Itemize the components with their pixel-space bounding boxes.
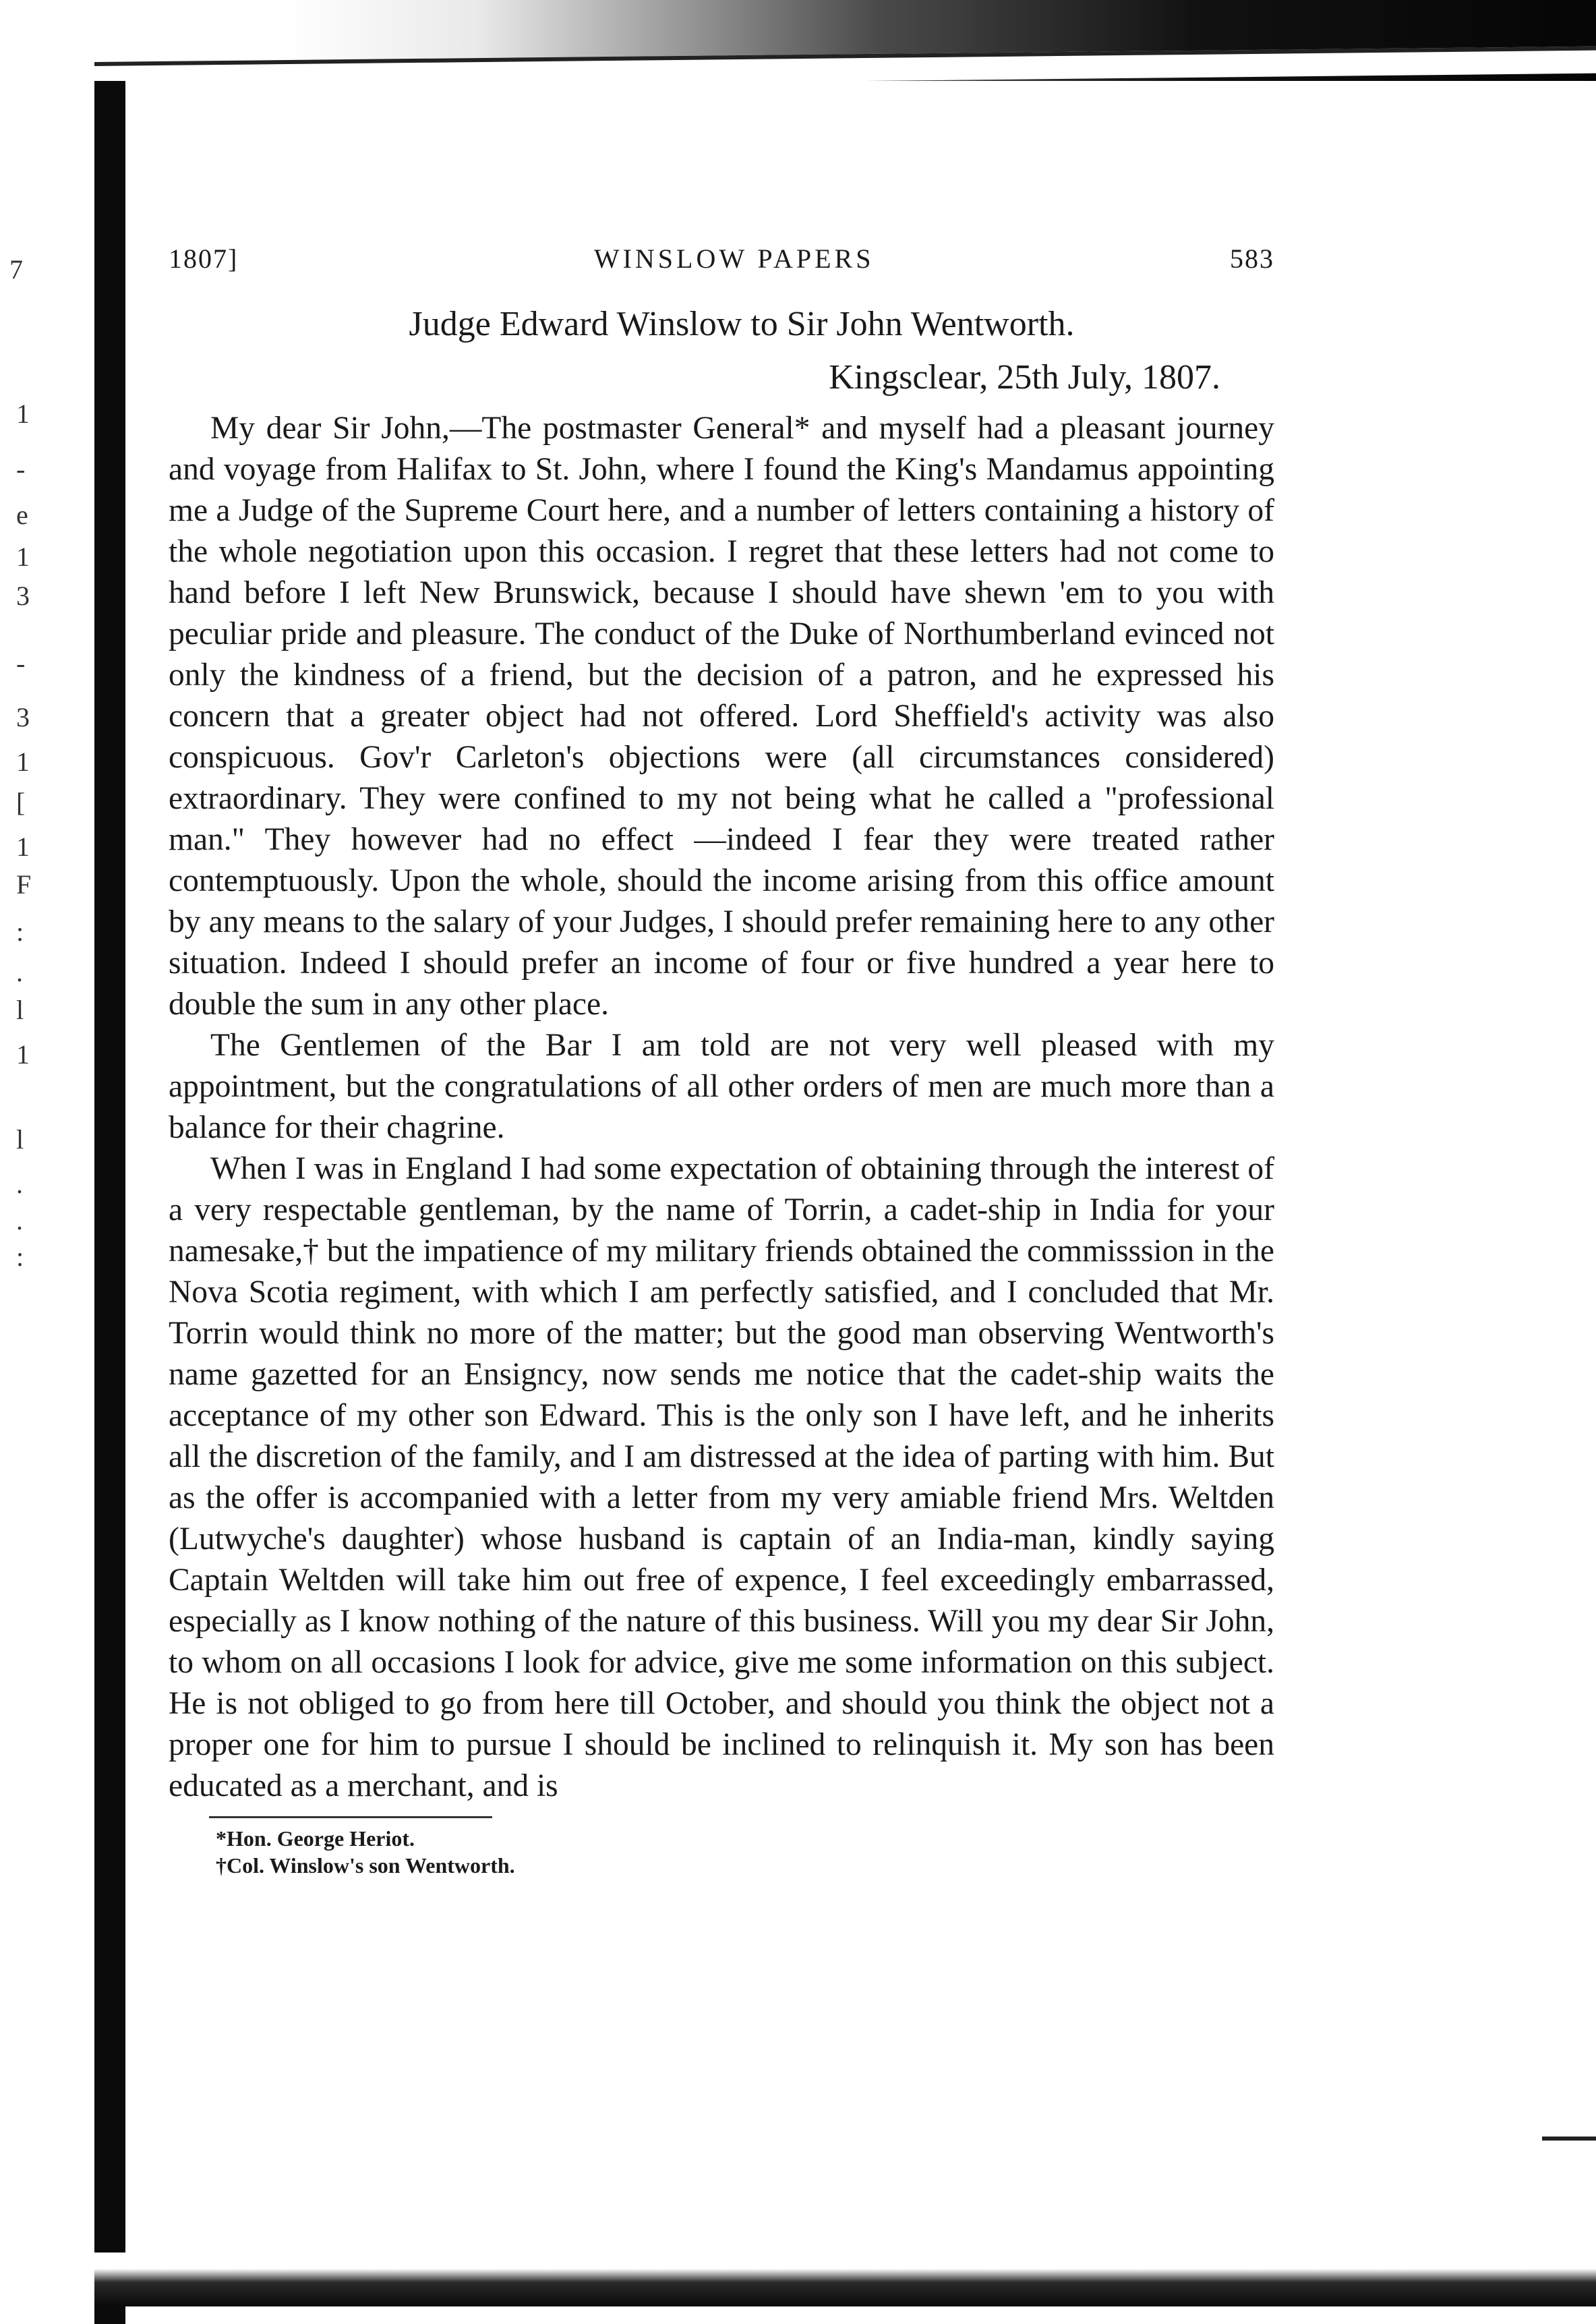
margin-mark: . xyxy=(16,1205,23,1236)
letter-title: Judge Edward Winslow to Sir John Wentworth. xyxy=(409,305,1075,343)
margin-mark: l xyxy=(16,1124,24,1155)
scan-mark-right xyxy=(1542,2137,1596,2141)
margin-mark: l xyxy=(16,995,24,1025)
page-number: 583 xyxy=(1229,243,1274,274)
margin-mark: . xyxy=(16,957,23,987)
running-head-title: WINSLOW PAPERS xyxy=(593,243,875,274)
running-head xyxy=(169,243,1274,274)
margin-mark: 1 xyxy=(16,747,30,777)
paragraph: The Gentlemen of the Bar I am told are not very well pleased with my appointment, but the congratulations of all other orders of men are much more than a balance for their chagrine. xyxy=(169,1028,1274,1145)
paragraph: When I was in England I had some expectation of obtaining through the interest of a very respectable gentleman, by the name of Torrin, a cadet-ship in India for your namesake,† but the impatience of my military friends obtained the commisssion in the Nova Scotia regiment, with which I am perfectly satisfied, and I concluded that Mr. Torrin would think no more of the matter; but the good man observing Wentworth's name gazetted for an Ensigncy, now sends me notice that the cadet-ship waits the acceptance of my other son Edward. This is the only son I have left, and he inherits all the discretion of the family, and I am distressed at the idea of parting with him. But as the offer is accompanied with a letter from my very amiable friend Mrs. Weltden (Lutwyche's daughter) whose husband is captain of an India-man, kindly saying Captain Weltden will take him out free of expence, I feel exceedingly embarrassed, especially as I know nothing of the nature of this business. Will you my dear Sir John, to whom on all occasions I look for advice, give me some information on this subject. He is not obliged to go from here till October, and should you think the object not a proper one for him to pursue I should be inclined to relinquish it. My son has been educated as a merchant, and is xyxy=(169,1151,1274,1803)
running-head-year: 1807] xyxy=(169,243,239,274)
margin-mark: 1 xyxy=(16,399,30,429)
paragraph: My dear Sir John,—The postmaster General* and myself had a pleasant journey and voyage from Halifax to St. John, where I found the King's Mandamus appointing me a Judge of the Supreme Court here, and a number of letters containing a history of the whole negotiation upon this occasion. I regret that these letters had not come to hand before I left New Brunswick, because I should have shewn 'em to you with peculiar pride and pleasure. The conduct of the Duke of Northumberland evinced not only the kindness of a friend, but the decision of a patron, and he expressed his concern that a greater object had not offered. Lord Sheffield's activity was also conspicuous. Gov'r Carleton's objections were (all circumstances considered) extraordinary. They were confined to my not being what he called a "professional man." They however had no effect —indeed I fear they were treated rather contemptuously. Upon the whole, should the income arising from this office amount by any means to the salary of your Judges, I should prefer remaining here to any other situation. Indeed I should prefer an income of four or five hundred a year here to double the sum in any other place. xyxy=(169,411,1274,1022)
margin-marks xyxy=(0,202,74,2158)
margin-mark: 1 xyxy=(16,1039,30,1070)
margin-mark: - xyxy=(16,454,26,484)
page xyxy=(169,243,1274,1879)
letter-dateline: Kingsclear, 25th July, 1807. xyxy=(829,358,1220,397)
letter-body xyxy=(169,408,1274,1807)
margin-mark: 1 xyxy=(16,542,30,572)
margin-mark: 3 xyxy=(16,581,30,611)
margin-mark: [ xyxy=(16,787,26,817)
margin-mark: : xyxy=(16,1242,24,1272)
scan-border-left xyxy=(94,81,125,2324)
margin-mark: 7 xyxy=(9,254,23,285)
margin-mark: : xyxy=(16,917,24,947)
footnote-rule xyxy=(209,1816,492,1818)
margin-mark: e xyxy=(16,500,28,530)
margin-mark: . xyxy=(16,1169,23,1199)
margin-mark: - xyxy=(16,648,26,678)
margin-mark: 3 xyxy=(16,702,30,732)
footnotes xyxy=(169,1825,1274,1879)
footnote: *Hon. George Heriot. xyxy=(216,1826,415,1851)
margin-mark: F xyxy=(16,869,32,900)
margin-mark: 1 xyxy=(16,832,30,862)
footnote: †Col. Winslow's son Wentworth. xyxy=(216,1853,515,1878)
scan-border-bottom xyxy=(94,2253,1596,2306)
